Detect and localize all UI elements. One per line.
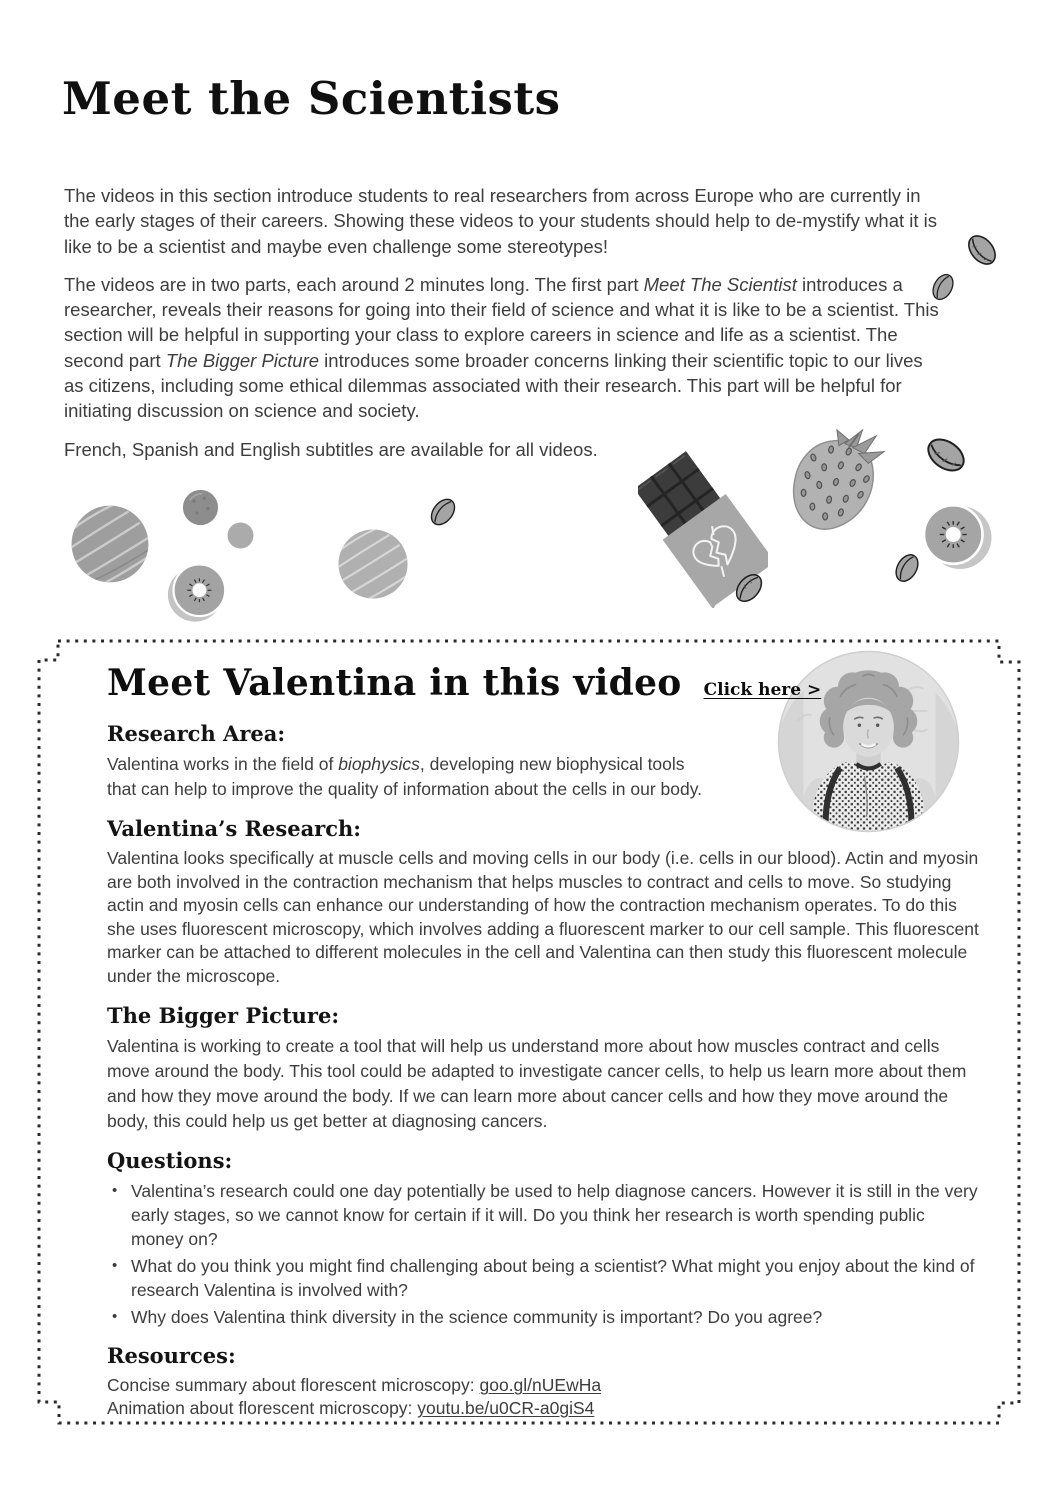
resources-heading: Resources: [107,1343,236,1369]
resources-list [107,1374,979,1420]
text-run: French, Spanish and English subtitles are available for all videos. [64,438,598,460]
twine-sphere-large-icon [70,504,150,584]
coffee-bean-icon [423,491,463,532]
text-run: The videos are in two parts, each around 2 minutes long. The first part [64,273,644,295]
twine-sphere-medium-icon [337,528,409,600]
berry-icon [182,489,219,526]
question-item: • What do you think you might find challenging about being a scientist? What might you enjoy about the kind of research Valentina is involved with? [107,1254,979,1302]
valentinas-research-heading: Valentina’s Research: [107,816,362,841]
question-item: • Why does Valentina think diversity in the science community is important? Do you agree? [107,1305,979,1329]
questions-list [107,1179,979,1329]
questions-heading: Questions: [107,1148,233,1174]
resource-link-summary[interactable]: goo.gl/nUEwHa [479,1375,602,1396]
click-here-link[interactable]: Click here > [703,680,822,700]
feature-box [107,662,979,1420]
text-run: The videos in this section introduce students to real researchers from across Europe who are currently in the early stages of their careers. Showing these videos to your students should help to de-mystify what it is like to be a scientist and maybe even challenge some stereotypes! [64,185,938,257]
kiwi-slice-small-icon [917,500,994,572]
text-run: Concise summary about florescent microscopy: [107,1375,480,1396]
page-title: Meet the Scientists [62,72,561,125]
text-run: Meet The Scientist [643,273,797,295]
box-title: Meet Valentina in this video [107,662,682,704]
intro-paragraph-2 [64,272,944,424]
resource-line [107,1374,979,1397]
text-run: Valentina works in the field of [107,754,339,774]
question-item: • Valentina’s research could one day potentially be used to help diagnose cancers. However it is still in the very early stages, so we cannot know for certain if it will. Do you think her research is worth spending public money on? [107,1179,979,1251]
kiwi-slice-icon [166,560,229,623]
valentinas-research-text: Valentina looks specifically at muscle cells and moving cells in our body (i.e. cells in our blood). Actin and myosin are both involved in the contraction mechanism that helps muscles to contract and cells to move. So studying actin and myosin cells can enhance our understanding of how the contraction mechanism operates. To do this she uses fluorescent microscopy, which involves adding a fluorescent marker to our cell sample. This fluorescent marker can be attached to different molecules in the cell and Valentina can then study this fluorescent molecule under the microscope. [107,848,979,986]
intro-paragraph-1 [64,183,944,259]
resource-line [107,1397,979,1420]
text-run: introduces some broader concerns linking their scientific topic to our lives as citizens, including some ethical dilemmas associated with their research. This part will be helpful for initiating discussion on science and society. [64,349,923,422]
text-run: Animation about florescent microscopy: [107,1398,418,1419]
text-run: biophysics [338,754,420,774]
text-run: , developing new biophysical tools that can help to improve the quality of information about the cells in our body. [107,754,703,799]
strawberry-icon [780,427,888,539]
coffee-bean-icon [960,227,1005,273]
resource-link-animation[interactable]: youtu.be/u0CR-a0giS4 [417,1398,595,1419]
feature-box-header [107,662,979,704]
text-run: introduces a researcher, reveals their reasons for going into their field of science and what it is like to be a scientist. This section will be helpful in supporting your class to explore careers in science and life as a scientist. The second part [64,273,939,371]
bigger-picture-heading: The Bigger Picture: [107,1002,340,1028]
text-run: The Bigger Picture [165,349,320,371]
bigger-picture-text: Valentina is working to create a tool that will help us understand more about how muscles contract and cells move around the body. This tool could be adapted to investigate cancer cells, to help us learn more about them and how they move around the body. If we can learn more about cancer cells and how they move around the body, this could help us get better at diagnosing cancers. [107,1035,967,1132]
research-area-text [107,752,707,802]
small-sphere-icon [227,522,254,549]
research-area-heading: Research Area: [107,721,286,746]
